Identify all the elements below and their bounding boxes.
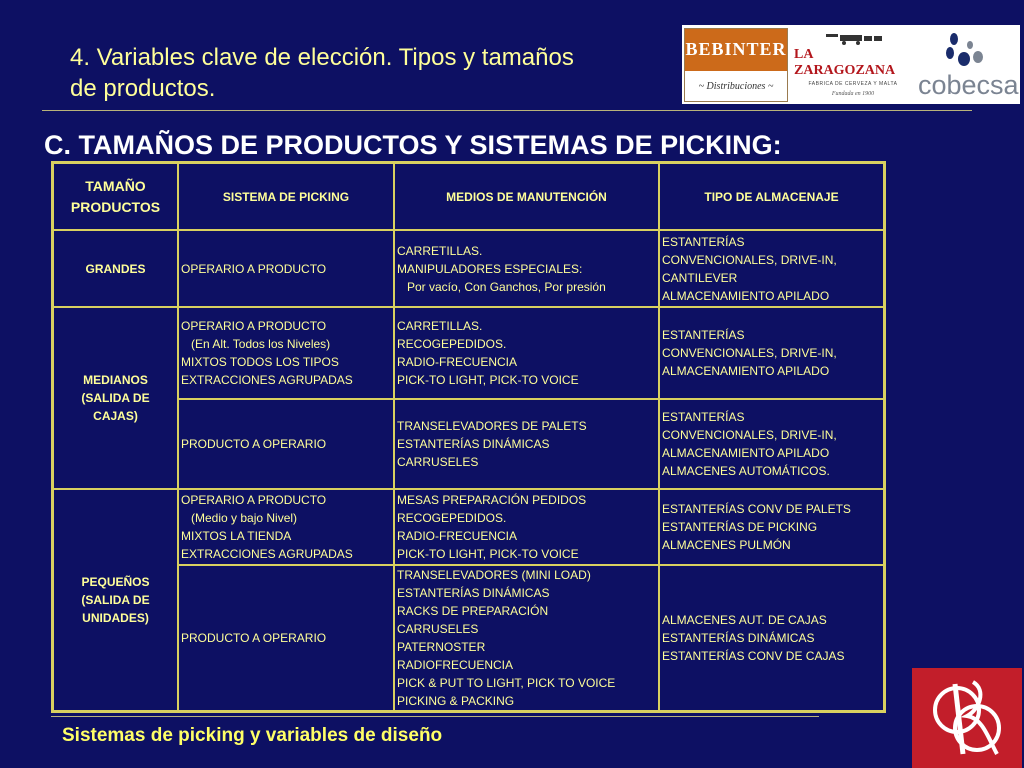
cell-line: ALMACENAMIENTO APILADO xyxy=(662,364,830,378)
cell-line: ESTANTERÍAS DINÁMICAS xyxy=(397,437,550,451)
header-sistema: SISTEMA DE PICKING xyxy=(178,163,394,230)
cell-line: ESTANTERÍAS DINÁMICAS xyxy=(397,586,550,600)
cell-line: PICK & PUT TO LIGHT, PICK TO VOICE xyxy=(397,676,616,690)
section-heading: C. TAMAÑOS DE PRODUCTOS Y SISTEMAS DE PICKING: xyxy=(44,130,782,160)
header-almacenaje: TIPO DE ALMACENAJE xyxy=(659,163,884,230)
cell-line: RADIOFRECUENCIA xyxy=(397,658,514,672)
cell-line: ESTANTERÍAS CONV DE CAJAS xyxy=(662,649,845,663)
cell-line: CARRUSELES xyxy=(397,455,479,469)
zaragozana-logo-name: LA ZARAGOZANA xyxy=(794,46,896,78)
cell-line: PRODUCTO A OPERARIO xyxy=(181,631,327,645)
cell-line: PICK-TO LIGHT, PICK-TO VOICE xyxy=(397,373,579,387)
slide-title-line2: de productos. xyxy=(70,75,216,102)
cell-line: ESTANTERÍAS xyxy=(662,328,745,342)
bebinter-logo xyxy=(684,28,788,102)
cell-picking xyxy=(178,489,394,565)
category-grandes: GRANDES xyxy=(53,230,178,307)
bebinter-logo-name: BEBINTER xyxy=(685,29,787,71)
cell-line: TRANSELEVADORES (MINI LOAD) xyxy=(397,568,591,582)
slide-footer: Sistemas de picking y variables de diseño xyxy=(62,725,443,746)
cell-line: CONVENCIONALES, DRIVE-IN, xyxy=(662,252,837,267)
cell-picking xyxy=(178,565,394,711)
cell-line: TRANSELEVADORES DE PALETS xyxy=(397,419,587,433)
zaragozana-logo-sub: FABRICA DE CERVEZA Y MALTA xyxy=(808,80,898,87)
table-row-grandes xyxy=(53,230,884,307)
emblem-logo xyxy=(912,668,1022,768)
cell-medios xyxy=(394,489,659,565)
monogram-icon xyxy=(917,670,1017,766)
cell-line: CANTILEVER xyxy=(662,270,738,285)
table-row-pequenos-2 xyxy=(53,565,884,711)
cell-line: CARRUSELES xyxy=(397,622,479,636)
cell-medios xyxy=(394,399,659,489)
cell-line: ESTANTERÍAS CONV DE PALETS xyxy=(662,502,851,516)
title-divider xyxy=(42,110,972,111)
cell-line: ALMACENES AUTOMÁTICOS. xyxy=(662,464,830,478)
cell-picking xyxy=(178,307,394,399)
zaragozana-logo-signature: Fundada en 1900 xyxy=(831,90,875,97)
category-pequenos xyxy=(53,489,178,711)
table-row-medianos-1 xyxy=(53,307,884,399)
cell-line: RADIO-FRECUENCIA xyxy=(397,355,518,369)
cell-line: PRODUCTO A OPERARIO xyxy=(181,437,327,451)
cell-picking xyxy=(178,399,394,489)
category-line: (SALIDA DE xyxy=(81,391,150,405)
slide-title-line1: 4. Variables clave de elección. Tipos y tamaños xyxy=(70,44,574,71)
category-line: CAJAS) xyxy=(93,409,138,423)
cell-line: PICK-TO LIGHT, PICK-TO VOICE xyxy=(397,547,579,561)
header-medios: MEDIOS DE MANUTENCIÓN xyxy=(394,163,659,230)
cell-line: RECOGEPEDIDOS. xyxy=(397,511,507,525)
slide-title xyxy=(70,42,670,104)
cell-line: (En Alt. Todos los Niveles) xyxy=(181,337,331,351)
zaragozana-logo xyxy=(794,27,912,103)
cell-line: OPERARIO A PRODUCTO xyxy=(181,319,327,333)
cell-line: Por vacío, Con Ganchos, Por presión xyxy=(397,279,606,294)
cell-line: MESAS PREPARACIÓN PEDIDOS xyxy=(397,493,587,507)
category-line: (SALIDA DE xyxy=(81,593,150,607)
cell-line: PATERNOSTER xyxy=(397,640,486,654)
cell-line: CONVENCIONALES, DRIVE-IN, xyxy=(662,346,837,360)
cell-line: ESTANTERÍAS DINÁMICAS xyxy=(662,631,815,645)
cell-medios xyxy=(394,565,659,711)
table-header-row xyxy=(53,163,884,230)
cell-almacenaje xyxy=(659,489,884,565)
cobecsa-logo xyxy=(916,27,1019,103)
cell-line: EXTRACCIONES AGRUPADAS xyxy=(181,373,353,387)
cell-line: PICKING & PACKING xyxy=(397,694,515,708)
logo-strip xyxy=(682,25,1020,104)
cell-line: EXTRACCIONES AGRUPADAS xyxy=(181,547,353,561)
category-line: PEQUEÑOS xyxy=(81,575,150,589)
picking-table xyxy=(51,161,886,713)
cell-almacenaje xyxy=(659,230,884,307)
cell-line: CARRETILLAS. xyxy=(397,243,483,258)
header-tamano: TAMAÑO PRODUCTOS xyxy=(53,163,178,230)
cell-line: ALMACENAMIENTO APILADO xyxy=(662,446,830,460)
cell-line: RADIO-FRECUENCIA xyxy=(397,529,518,543)
table-row-pequenos-1 xyxy=(53,489,884,565)
category-medianos xyxy=(53,307,178,489)
cell-line: OPERARIO A PRODUCTO xyxy=(181,261,327,276)
cell-line: ALMACENAMIENTO APILADO xyxy=(662,288,830,303)
cell-picking xyxy=(178,230,394,307)
cobecsa-dots-icon xyxy=(940,31,1000,71)
cell-line: MIXTOS TODOS LOS TIPOS xyxy=(181,355,339,369)
cell-line: CARRETILLAS. xyxy=(397,319,483,333)
category-line: MEDIANOS xyxy=(83,373,148,387)
bebinter-logo-sub: ~ Distribuciones ~ xyxy=(698,80,774,92)
cell-line: ALMACENES PULMÓN xyxy=(662,538,791,552)
cell-medios xyxy=(394,307,659,399)
cell-line: ESTANTERÍAS DE PICKING xyxy=(662,520,818,534)
category-line: UNIDADES) xyxy=(82,611,149,625)
cell-line: (Medio y bajo Nivel) xyxy=(181,511,298,525)
cell-line: CONVENCIONALES, DRIVE-IN, xyxy=(662,428,837,442)
cobecsa-logo-name: cobecsa xyxy=(918,69,1019,100)
cell-line: MANIPULADORES ESPECIALES: xyxy=(397,261,583,276)
cell-line: RACKS DE PREPARACIÓN xyxy=(397,604,549,618)
cell-line: ESTANTERÍAS xyxy=(662,234,745,249)
table-row-medianos-2 xyxy=(53,399,884,489)
cell-line: OPERARIO A PRODUCTO xyxy=(181,493,327,507)
cell-almacenaje xyxy=(659,307,884,399)
cell-almacenaje xyxy=(659,399,884,489)
cell-line: RECOGEPEDIDOS. xyxy=(397,337,507,351)
footer-divider xyxy=(51,716,819,717)
cell-line: MIXTOS LA TIENDA xyxy=(181,529,292,543)
cell-medios xyxy=(394,230,659,307)
cell-line: ESTANTERÍAS xyxy=(662,410,745,424)
cell-almacenaje xyxy=(659,565,884,711)
carriage-icon xyxy=(818,33,888,45)
cell-line: ALMACENES AUT. DE CAJAS xyxy=(662,613,827,627)
